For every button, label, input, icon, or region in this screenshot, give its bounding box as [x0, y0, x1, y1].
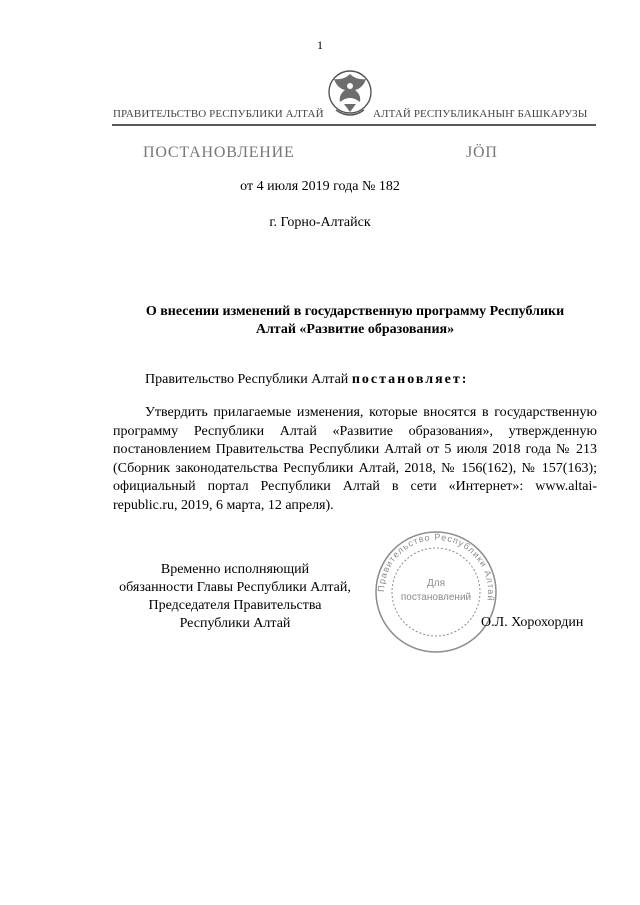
doc-type-ru: ПОСТАНОВЛЕНИЕ: [143, 144, 295, 161]
header-org-alt: АЛТАЙ РЕСПУБЛИКАНЫҤ БАШКАРУЗЫ: [373, 108, 588, 120]
header-org-ru: ПРАВИТЕЛЬСТВО РЕСПУБЛИКИ АЛТАЙ: [113, 108, 324, 120]
document-city: г. Горно-Алтайск: [269, 215, 371, 230]
document-title-line: Алтай «Развитие образования»: [255, 322, 455, 337]
signer-name: О.Л. Хорохордин: [481, 615, 584, 630]
coat-of-arms-icon: [326, 66, 374, 124]
header-divider: [112, 124, 596, 126]
doc-type-alt: ЈÖП: [466, 144, 498, 161]
signature-position: [105, 561, 365, 633]
document-title: [113, 303, 597, 339]
page-number: 1: [317, 38, 323, 52]
signature-position-line: Республики Алтай: [179, 616, 291, 631]
official-seal: [363, 529, 509, 655]
preamble-verb: постановляет:: [351, 372, 469, 387]
document-title-line: О внесении изменений в государственную программу Республики: [145, 304, 565, 319]
seal-inner-line: Для: [426, 578, 446, 589]
signature-position-line: Временно исполняющий: [160, 562, 310, 577]
signature-position-line: обязанности Главы Республики Алтай,: [119, 580, 351, 595]
decree-body: Утвердить прилагаемые изменения, которые вносятся в государственную программу Республики Алтай «Развитие образования», утвержденную постановлением Правительства Республики Алтай от 5 июля 2018 года № 213 (Сборник законодательства Республики Алтай, 2018, № 156(162), № 157(163); официальный портал Республики Алтай в сети «Интернет»: www.altai-republic.ru, 2019, 6 марта, 12 апреля).: [113, 405, 597, 513]
signature-position-line: Председателя Правительства: [148, 598, 322, 613]
document-date-number: от 4 июля 2019 года № 182: [240, 179, 400, 194]
seal-outer-text: Правительство Республики Алтай: [375, 531, 497, 603]
preamble-subject: Правительство Республики Алтай: [145, 372, 349, 387]
seal-inner-line: постановлений: [400, 592, 472, 603]
preamble: [145, 372, 468, 388]
